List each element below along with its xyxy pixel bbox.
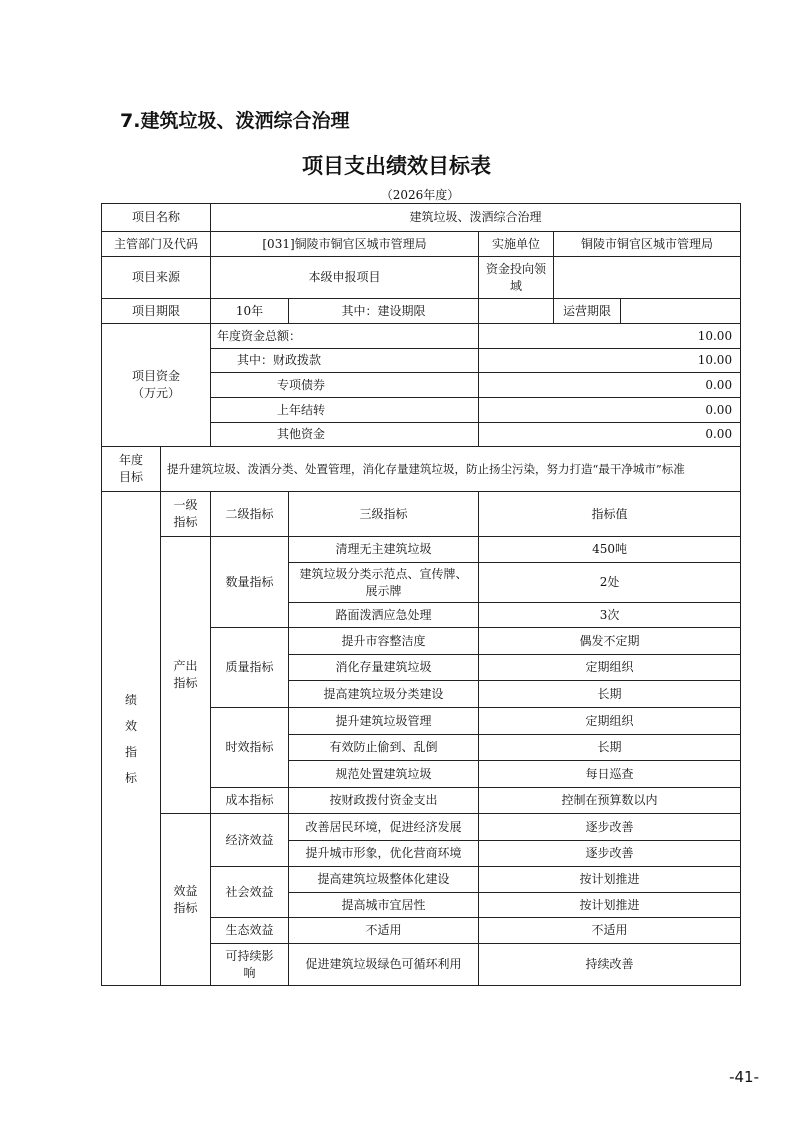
indicator-value: 按计划推进 <box>479 893 741 918</box>
header-value: 指标值 <box>479 492 741 537</box>
funds-row-label: 其他资金 <box>211 423 479 447</box>
output-label: 产出指标 <box>161 537 211 814</box>
indicator-value: 定期组织 <box>479 655 741 681</box>
cost-label: 成本指标 <box>211 788 289 814</box>
period-label: 项目期限 <box>102 299 211 324</box>
indicator-name: 促进建筑垃圾绿色可循环利用 <box>289 944 479 986</box>
funds-row-value: 10.00 <box>479 349 741 373</box>
indicator-name: 提升市容整洁度 <box>289 628 479 655</box>
page-number: -41- <box>729 1068 759 1086</box>
indicator-value: 按计划推进 <box>479 867 741 893</box>
table-row <box>102 257 741 299</box>
indicator-name: 提升建筑垃圾管理 <box>289 708 479 735</box>
indicator-value: 控制在预算数以内 <box>479 788 741 814</box>
indicator-value: 2处 <box>479 563 741 603</box>
funds-row-value: 0.00 <box>479 398 741 423</box>
indicator-name: 按财政拨付资金支出 <box>289 788 479 814</box>
indicator-name: 清理无主建筑垃圾 <box>289 537 479 563</box>
funds-row-value: 10.00 <box>479 324 741 349</box>
indicator-value: 持续改善 <box>479 944 741 986</box>
indicator-name: 提高建筑垃圾整体化建设 <box>289 867 479 893</box>
indicator-name: 不适用 <box>289 918 479 944</box>
ecological-label: 生态效益 <box>211 918 289 944</box>
table-row <box>102 324 741 349</box>
funds-row-label: 上年结转 <box>211 398 479 423</box>
table-row <box>102 447 741 492</box>
table-row <box>102 232 741 257</box>
table-row <box>102 537 741 563</box>
indicator-name: 建筑垃圾分类示范点、宣传牌、展示牌 <box>289 563 479 603</box>
impl-value: 铜陵市铜官区城市管理局 <box>554 232 741 257</box>
indicator-value: 3次 <box>479 603 741 628</box>
table-row <box>102 492 741 537</box>
benefit-label: 效益指标 <box>161 814 211 986</box>
quality-label: 质量指标 <box>211 628 289 708</box>
goal-text: 提升建筑垃圾、泼洒分类、处置管理，消化存量建筑垃圾，防止扬尘污染，努力打造“最干净城市”标准 <box>161 447 741 492</box>
table-row <box>102 204 741 232</box>
quantity-label: 数量指标 <box>211 537 289 628</box>
table-row <box>102 814 741 841</box>
indicator-name: 规范处置建筑垃圾 <box>289 761 479 788</box>
dept-value: [031]铜陵市铜官区城市管理局 <box>211 232 479 257</box>
source-label: 项目来源 <box>102 257 211 299</box>
funds-row-label: 专项债券 <box>211 373 479 398</box>
indicator-name: 消化存量建筑垃圾 <box>289 655 479 681</box>
indicator-value: 450吨 <box>479 537 741 563</box>
funds-row-label: 其中：财政拨款 <box>211 349 479 373</box>
indicator-name: 路面泼洒应急处理 <box>289 603 479 628</box>
funds-label: 项目资金（万元） <box>102 324 211 447</box>
funds-row-label: 年度资金总额： <box>211 324 479 349</box>
header-level1: 一级指标 <box>161 492 211 537</box>
funds-row-value: 0.00 <box>479 423 741 447</box>
indicator-value: 偶发不定期 <box>479 628 741 655</box>
page-title: 项目支出绩效目标表 <box>302 154 491 178</box>
indicator-name: 有效防止偷到、乱倒 <box>289 735 479 761</box>
sustainable-label: 可持续影响 <box>211 944 289 986</box>
period-value: 10年 <box>211 299 289 324</box>
economic-label: 经济效益 <box>211 814 289 867</box>
indicators-label: 绩效指标 <box>102 492 161 986</box>
performance-target-table <box>101 203 741 986</box>
indicator-name: 提高建筑垃圾分类建设 <box>289 681 479 708</box>
indicator-value: 逐步改善 <box>479 841 741 867</box>
name-value: 建筑垃圾、泼洒综合治理 <box>211 204 741 232</box>
goal-label: 年度目标 <box>102 447 161 492</box>
source-value: 本级申报项目 <box>211 257 479 299</box>
indicator-value: 不适用 <box>479 918 741 944</box>
indicator-name: 改善居民环境，促进经济发展 <box>289 814 479 841</box>
header-level2: 二级指标 <box>211 492 289 537</box>
year-label: （2026年度） <box>380 188 460 202</box>
indicator-value: 每日巡查 <box>479 761 741 788</box>
field-value <box>554 257 741 299</box>
timeliness-label: 时效指标 <box>211 708 289 788</box>
impl-label: 实施单位 <box>479 232 554 257</box>
indicator-value: 长期 <box>479 681 741 708</box>
dept-label: 主管部门及代码 <box>102 232 211 257</box>
ops-value <box>621 299 741 324</box>
indicator-value: 长期 <box>479 735 741 761</box>
field-label: 资金投向领域 <box>479 257 554 299</box>
funds-row-value: 0.00 <box>479 373 741 398</box>
indicator-name: 提高城市宜居性 <box>289 893 479 918</box>
indicator-value: 逐步改善 <box>479 814 741 841</box>
social-label: 社会效益 <box>211 867 289 918</box>
indicator-name: 提升城市形象，优化营商环境 <box>289 841 479 867</box>
indicator-value: 定期组织 <box>479 708 741 735</box>
build-label: 其中：建设期限 <box>289 299 479 324</box>
ops-label: 运营期限 <box>554 299 621 324</box>
name-label: 项目名称 <box>102 204 211 232</box>
build-value <box>479 299 554 324</box>
header-level3: 三级指标 <box>289 492 479 537</box>
section-heading: 7.建筑垃圾、泼洒综合治理 <box>120 110 350 132</box>
table-row <box>102 299 741 324</box>
